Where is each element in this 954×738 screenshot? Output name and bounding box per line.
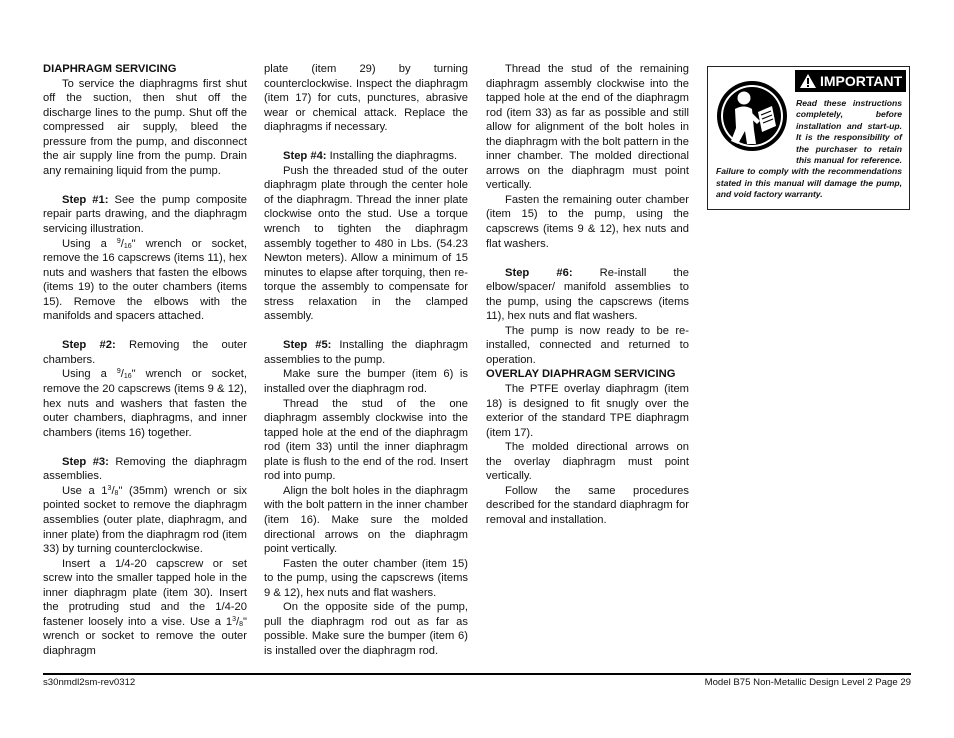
paragraph: Using a $^9/_{16}$" wrench or socket, remove the 16 capscrews (items 11), hex nuts and washers that fasten the elbows (items 19) to the outer chambers (items 15). Remove the elbows with the manifolds and spacers attached. bbox=[43, 237, 248, 323]
step-3: Step #3: Removing the diaphragm assemblies. bbox=[43, 455, 247, 483]
step-label: Step #3: bbox=[62, 455, 109, 468]
paragraph: Make sure the bumper (item 6) is installed over the diaphragm rod. bbox=[264, 368, 468, 396]
section-heading-overlay-diaphragm-servicing: OVERLAY DIAPHRAGM SERVICING bbox=[486, 368, 676, 381]
step-5: Step #5: Installing the diaphragm assemblies to the pump. bbox=[264, 339, 468, 366]
paragraph: The pump is now ready to be re-installed, connected and returned to operation. bbox=[486, 324, 689, 366]
paragraph: plate (item 29) by turning counterclockwise. Inspect the diaphragm (item 17) for cuts, punctures, abrasive wear or chemical attack. Replace the diaphragms if necessary. bbox=[264, 63, 468, 134]
step-label: Step #6: bbox=[505, 266, 573, 279]
footer-rule bbox=[43, 673, 911, 675]
section-heading-diaphragm-servicing: DIAPHRAGM SERVICING bbox=[43, 63, 177, 75]
footer-page-info: Model B75 Non-Metallic Design Level 2 Page 29 bbox=[704, 677, 911, 688]
column-3 bbox=[486, 62, 689, 528]
paragraph: To service the diaphragms first shut off the suction, then shut off the discharge lines to the pump. Shut off the compressed air supply, bleed the pressure from the pump, and disconnect the air supply line from the pump. Drain any remaining liquid from the pump. bbox=[43, 77, 247, 177]
paragraph: Align the bolt holes in the diaphragm with the bolt pattern in the inner chamber (item 16). Make sure the molded directional arrows on the diaphragm point vertically. bbox=[264, 484, 468, 556]
paragraph: Using a $^9/_{16}$" wrench or socket, remove the 20 capscrews (items 9 & 12), hex nuts and washers that fasten the outer chambers, diaphragms, and inner chambers (items 16) together. bbox=[43, 368, 248, 439]
paragraph: Push the threaded stud of the outer diaphragm plate through the center hole of the diaphragm. Thread the inner plate clockwise onto the stud. Use a torque wrench to tighten the diaphragm assembly together to 480 in Lbs. (54.23 Newton meters). Allow a minimum of 15 minutes to elapse after torquing, then re-torque the assembly to compensate for stress relaxation in the clamped assembly. bbox=[264, 164, 468, 323]
paragraph: Fasten the outer chamber (item 15) to the pump, using the capscrews (items 9 & 12), hex nuts and flat washers. bbox=[264, 557, 468, 599]
step-4: Step #4: Installing the diaphragms. bbox=[283, 150, 458, 163]
paragraph: The molded directional arrows on the overlay diaphragm must point vertically. bbox=[486, 441, 689, 483]
paragraph: Use a $1^3/_8$" (35mm) wrench or six pointed socket to remove the diaphragm assemblies (outer plate, diaphragm, and inner plate) from the diaphragm rod (item 33) by turning counterclockwise. bbox=[43, 484, 248, 556]
paragraph: The PTFE overlay diaphragm (item 18) is designed to fit snugly over the exterior of the standard TPE diaphragm (item 17). bbox=[486, 383, 689, 439]
step-1: Step #1: See the pump composite repair parts drawing, and the diaphragm servicing illustration. bbox=[43, 193, 247, 236]
paragraph: Thread the stud of the one diaphragm assembly clockwise into the tapped hole at the end of the diaphragm rod (item 33) until the inner diaphragm plate is flush to the end of the rod. Insert rod into pump. bbox=[264, 397, 468, 483]
paragraph: On the opposite side of the pump, pull the diaphragm rod out as far as possible. Make sure the bumper (item 6) is installed over the diaphragm rod. bbox=[264, 601, 468, 657]
paragraph: Insert a 1/4-20 capscrew or set screw into the smaller tapped hole in the inner diaphragm plate (item 30). Insert the protruding stud and the 1/4-20 fastener loosely into a vise. Use a $1^3/_8$" wrench or socket to remove the outer diaphragm bbox=[43, 557, 247, 657]
step-label: Step #2: bbox=[62, 339, 116, 352]
step-label: Step #1: bbox=[62, 193, 109, 206]
warning-triangle-icon bbox=[799, 73, 817, 89]
important-text: Read these instructions completely, before installation and start-up. It is the responsibility of the purchaser to retain this manual for reference. Failure to comply with the recommendations stated in this manual will damage the pump, and void factory warranty. bbox=[716, 98, 902, 200]
important-header bbox=[795, 70, 906, 92]
step-6: Step #6: Re-install the elbow/spacer/ manifold assemblies to the pump, using the capscrews (items 11), hex nuts and flat washers. bbox=[486, 266, 689, 323]
paragraph: Thread the stud of the remaining diaphragm assembly clockwise into the tapped hole at the end of the diaphragm rod (item 33) as far as possible and still allow for alignment of the bolt holes in the diaphragm with the bolt pattern in the inner chamber. The molded directional arrows on the diaphragm must point vertically. bbox=[486, 63, 689, 192]
paragraph: Follow the same procedures described for the standard diaphragm for removal and installation. bbox=[486, 484, 689, 526]
footer-document-code: s30nmdl2sm-rev0312 bbox=[43, 677, 136, 688]
important-text-block bbox=[716, 98, 902, 201]
important-notice-box bbox=[707, 66, 910, 210]
step-label: Step #5: bbox=[283, 339, 332, 352]
column-1 bbox=[43, 62, 247, 658]
step-2: Step #2: Removing the outer chambers. bbox=[43, 339, 247, 366]
paragraph: Fasten the remaining outer chamber (item 15) to the pump, using the capscrews (items 9 & 12), hex nuts and flat washers. bbox=[486, 193, 689, 250]
step-label: Step #4: bbox=[283, 150, 327, 163]
important-title: IMPORTANT bbox=[820, 73, 903, 89]
column-2 bbox=[264, 62, 468, 658]
